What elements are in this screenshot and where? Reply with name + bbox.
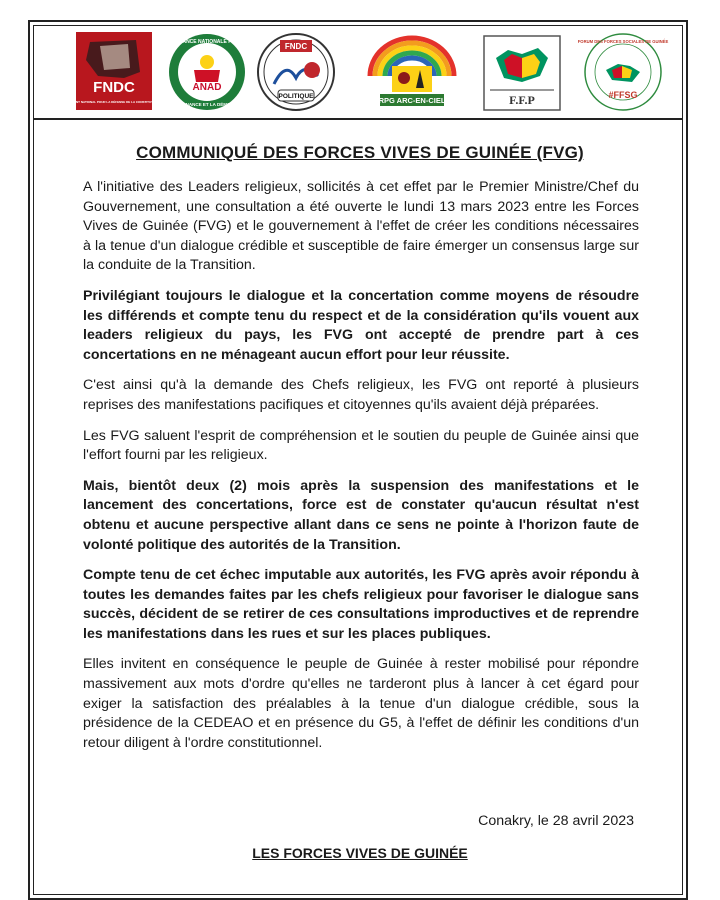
fndc-politique-logo bbox=[256, 32, 336, 112]
paragraph-1: A l'initiative des Leaders religieux, sollicités à cet effet par le Premier Ministre/Chef du Gouvernement, une consultation a été ouverte le lundi 13 mars 2023 entre les Forces Vives de Guinée (FVG) et le gouvernement à l'effet de créer les conditions nécessaires à la tenue d'un dialogue crédible et susceptible de faire émerger un consensus large sur la conduite de la Transition. bbox=[83, 179, 639, 274]
rpg-logo bbox=[364, 32, 460, 112]
paragraph-2: Privilégiant toujours le dialogue et la concertation comme moyens de résoudre les différends et compte tenu du respect et de la considération qu'ils vouent aux leaders religieux du pays, les FVG ont accepté de prendre part à ces concertations en ne ménageant aucun effort pour leur réussite. bbox=[83, 287, 639, 363]
paragraph-6: Compte tenu de cet échec imputable aux autorités, les FVG après avoir répondu à toutes les demandes faites par les chefs religieux pour favoriser le dialogue sans succès, décident de se retirer de ces consultations improductives et de reprendre les manifestations dans les rues et sur les places publiques. bbox=[83, 567, 639, 642]
signature: LES FORCES VIVES DE GUINÉE bbox=[252, 845, 468, 861]
paragraph-4: Les FVG saluent l'esprit de compréhension et le soutien du peuple de Guinée ainsi que l'effort fourni par les religieux. bbox=[83, 427, 639, 464]
logo-bar bbox=[34, 26, 682, 120]
paragraph-5: Mais, bientôt deux (2) mois après la suspension des manifestations et le lancement des concertations, force est de constater qu'aucun résultat n'est obtenu et aucune perspective allant dans ce sens ne pointe à l'horizon faute de volonté politique des autorités de la Transition. bbox=[83, 477, 639, 553]
document-body bbox=[83, 178, 639, 764]
rpg-logo-name: RPG ARC-EN-CIEL bbox=[378, 96, 446, 105]
ffsg-logo bbox=[577, 32, 669, 112]
document-title: COMMUNIQUÉ DES FORCES VIVES DE GUINÉE (FVG) bbox=[136, 143, 584, 162]
ffsg-logo-name: #FFSG bbox=[608, 90, 638, 100]
anad-logo-name: ANAD bbox=[192, 82, 222, 93]
anad-logo bbox=[166, 32, 248, 112]
ffsg-ring-text: FORUM DES FORCES SOCIALES DE GUINÉE bbox=[577, 39, 669, 44]
paragraph-3: C'est ainsi qu'à la demande des Chefs religieux, les FVG ont reporté à plusieurs reprises des manifestations pacifiques et citoyennes qu'ils avaient déjà préparées. bbox=[83, 377, 639, 413]
ffp-logo bbox=[482, 32, 562, 112]
fndc-politique-bottom: POLITIQUE bbox=[278, 93, 314, 100]
anad-ring-bottom: L'ALTERNANCE ET LA DÉMOCRATIE bbox=[167, 102, 247, 107]
fndc-logo-tagline: FRONT NATIONAL POUR LA DÉFENSE DE LA CONSTITUTION bbox=[69, 100, 159, 104]
date-line: Conakry, le 28 avril 2023 bbox=[478, 813, 634, 829]
fndc-logo-name: FNDC bbox=[93, 79, 135, 96]
ffp-logo-name: F.F.P bbox=[509, 93, 535, 107]
anad-ring-top: ALLIANCE NATIONALE POUR bbox=[171, 39, 243, 45]
paragraph-7: Elles invitent en conséquence le peuple de Guinée à rester mobilisé pour répondre massivement aux mots d'ordre qu'elles ne tarderont plus à lancer à cet égard pour exiger la satisfaction des préalables à la tenue d'un dialogue crédible, sous la présidence de la CEDEAO et en présence du G5, à l'effet de définir les conditions d'un retour diligent à l'ordre constitutionnel. bbox=[83, 656, 639, 751]
fndc-logo bbox=[69, 32, 159, 112]
fndc-politique-top: FNDC bbox=[284, 42, 308, 51]
